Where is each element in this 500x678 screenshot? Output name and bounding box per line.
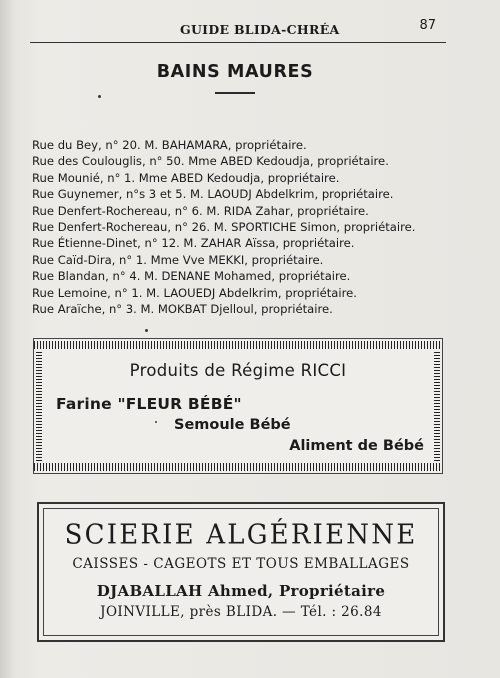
list-item: Rue Blandan, n° 4. M. DENANE Mohamed, propriétaire.: [32, 269, 351, 284]
list-item: Rue des Coulouglis, n° 50. Mme ABED Kedoudja, propriétaire.: [32, 154, 389, 169]
hatched-border-top: [34, 341, 442, 349]
list-item: Rue Guynemer, n°s 3 et 5. M. LAOUDJ Abdelkrim, propriétaire.: [32, 187, 394, 202]
list-item: Rue Araïche, n° 3. M. MOKBAT Djelloul, propriétaire.: [32, 302, 333, 317]
list-item: Rue Lemoine, n° 1. M. LAOUEDJ Abdelkrim, propriétaire.: [32, 285, 357, 300]
title-underline: [215, 92, 255, 94]
ad-ricci-semoule: Semoule Bébé: [174, 417, 291, 433]
ad-scierie-products: CAISSES - CAGEOTS ET TOUS EMBALLAGES: [72, 556, 410, 572]
list-item: Rue Caïd-Dira, n° 1. Mme Vve MEKKI, propriétaire.: [32, 252, 324, 267]
section-title: BAINS MAURES: [156, 62, 314, 82]
bains-maures-list: [32, 137, 462, 317]
ad-scierie-owner: DJABALLAH Ahmed, Propriétaire: [96, 582, 386, 600]
print-speck: [145, 329, 148, 332]
ad-ricci-headline: Produits de Régime RICCI: [129, 361, 347, 380]
running-title: GUIDE BLIDA-CHRÉA: [180, 22, 340, 37]
page-header: [30, 16, 446, 43]
list-item: Rue du Bey, n° 20. M. BAHAMARA, propriétaire.: [32, 138, 307, 152]
page-number: 87: [419, 18, 436, 33]
list-item: Rue Étienne-Dinet, n° 12. M. ZAHAR Aïssa, propriétaire.: [32, 236, 355, 251]
advertisement-ricci: [33, 338, 443, 474]
list-item: Rue Mounié, n° 1. Mme ABED Kedoudja, propriétaire.: [32, 170, 340, 185]
advertisement-scierie: [37, 502, 445, 642]
ad-ricci-farine: Farine "FLEUR BÉBÉ": [56, 395, 242, 413]
print-speck: [155, 421, 157, 423]
list-item: Rue Denfert-Rochereau, n° 6. M. RIDA Zahar, propriétaire.: [32, 203, 369, 218]
print-speck: [98, 95, 101, 98]
list-item: Rue Denfert-Rochereau, n° 26. M. SPORTICHE Simon, propriétaire.: [32, 220, 416, 235]
hatched-border-bottom: [34, 463, 442, 471]
ad-scierie-address: JOINVILLE, près BLIDA. — Tél. : 26.84: [100, 604, 382, 620]
ad-ricci-aliment: Aliment de Bébé: [289, 438, 424, 454]
ad-scierie-name: SCIERIE ALGÉRIENNE: [64, 519, 418, 551]
